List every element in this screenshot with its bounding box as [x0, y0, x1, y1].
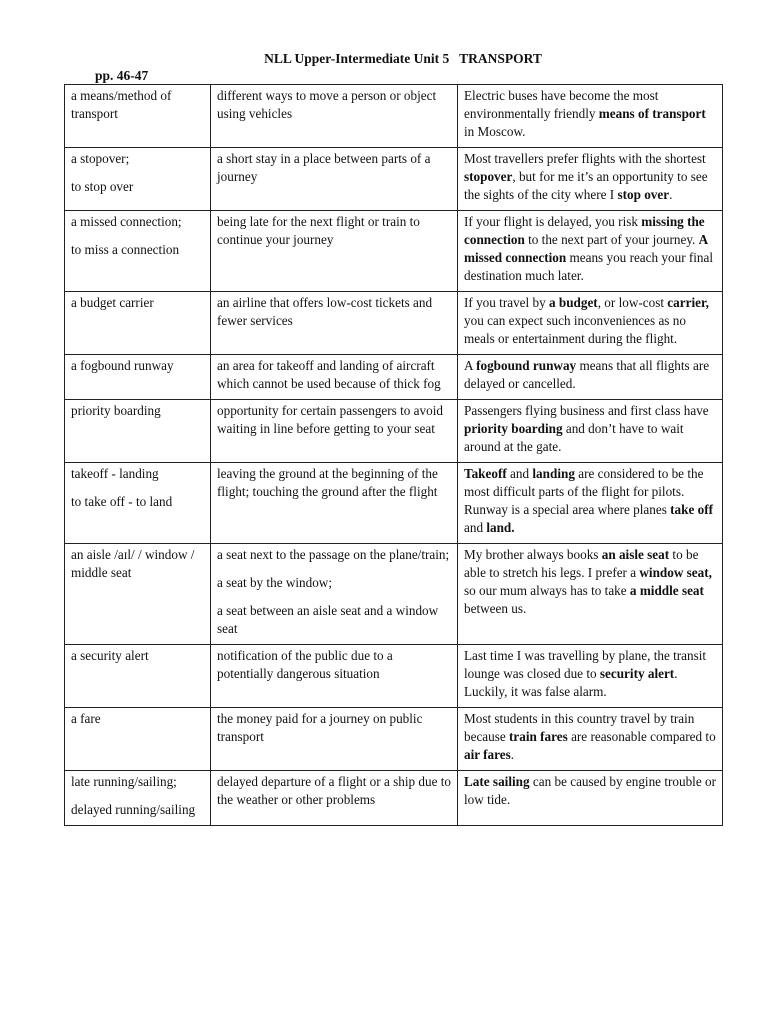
table-row: [65, 463, 723, 544]
definition-text: the money paid for a journey on public transport: [217, 711, 423, 744]
example-text: Most students in this country travel by train because: [464, 711, 695, 744]
key-phrase: train fares: [509, 729, 568, 744]
example-text: A: [464, 358, 477, 373]
table-row: [65, 400, 723, 463]
term-cell: [65, 355, 211, 400]
term-text: priority boarding: [71, 403, 161, 418]
term-cell: [65, 771, 211, 826]
example-text: , but for me it’s an opportunity to see the sights of the city where I: [464, 169, 708, 202]
key-phrase: stop over: [617, 187, 670, 202]
example-cell: [458, 148, 723, 211]
definition-text: a short stay in a place between parts of a journey: [217, 151, 431, 184]
key-phrase: carrier,: [667, 295, 709, 310]
key-phrase: take off: [670, 502, 714, 517]
table-row: [65, 544, 723, 645]
vocabulary-table-body: [65, 85, 723, 826]
term-text: a budget carrier: [71, 295, 154, 310]
example-text: , or low-cost: [597, 295, 668, 310]
term-text: to miss a connection: [71, 242, 180, 257]
key-phrase: a budget: [548, 295, 598, 310]
example-text: If you travel by: [464, 295, 549, 310]
example-text: and don’t have to wait around at the gate.: [464, 421, 684, 454]
term-cell: [65, 292, 211, 355]
term-cell: [65, 211, 211, 292]
example-text: means that all flights are delayed or cancelled.: [464, 358, 710, 391]
term-text: a means/method of transport: [71, 88, 172, 121]
definition-text: a seat by the window;: [217, 575, 332, 590]
key-phrase: window seat,: [639, 565, 712, 580]
table-row: [65, 211, 723, 292]
table-row: [65, 85, 723, 148]
definition-text: notification of the public due to a potentially dangerous situation: [217, 648, 393, 681]
term-text: delayed running/sailing: [71, 802, 196, 817]
key-phrase: priority boarding: [464, 421, 563, 436]
table-row: [65, 708, 723, 771]
term-text: to stop over: [71, 179, 134, 194]
example-text: and: [464, 520, 487, 535]
definition-cell: [211, 85, 458, 148]
example-text: between us.: [464, 601, 527, 616]
term-text: a stopover;: [71, 151, 130, 166]
key-phrase: stopover: [464, 169, 513, 184]
example-text: and: [506, 466, 533, 481]
example-cell: [458, 355, 723, 400]
definition-text: a seat between an aisle seat and a window seat: [217, 603, 439, 636]
example-cell: [458, 708, 723, 771]
example-text: My brother always books: [464, 547, 602, 562]
term-cell: [65, 148, 211, 211]
example-text: to be able to stretch his legs. I prefer a: [464, 547, 699, 580]
key-phrase: land.: [486, 520, 515, 535]
definition-text: delayed departure of a flight or a ship due to the weather or other problems: [217, 774, 451, 807]
example-text: are considered to be the most difficult parts of the flight for pilots. Runway is a special area where planes: [464, 466, 704, 517]
example-text: If your flight is delayed, you risk: [464, 214, 642, 229]
key-phrase: landing: [532, 466, 575, 481]
example-cell: [458, 645, 723, 708]
example-cell: [458, 771, 723, 826]
term-text: an aisle /aɪl/ / window / middle seat: [71, 547, 195, 580]
definition-cell: [211, 211, 458, 292]
example-text: Most travellers prefer flights with the shortest: [464, 151, 706, 166]
term-text: to take off - to land: [71, 494, 173, 509]
table-row: [65, 355, 723, 400]
definition-text: an area for takeoff and landing of aircraft which cannot be used because of thick fog: [217, 358, 441, 391]
definition-text: leaving the ground at the beginning of the flight; touching the ground after the flight: [217, 466, 438, 499]
definition-cell: [211, 292, 458, 355]
definition-cell: [211, 355, 458, 400]
definition-cell: [211, 463, 458, 544]
key-phrase: Takeoff: [464, 466, 507, 481]
term-cell: [65, 85, 211, 148]
example-text: are reasonable compared to: [567, 729, 716, 744]
vocabulary-table: [64, 84, 723, 826]
key-phrase: fogbound runway: [476, 358, 577, 373]
definition-cell: [211, 148, 458, 211]
example-cell: [458, 85, 723, 148]
document-title: NLL Upper-Intermediate Unit 5 TRANSPORT: [264, 51, 542, 66]
example-text: in Moscow.: [464, 124, 526, 139]
example-text: you can expect such inconveniences as no meals or entertainment during the flight.: [464, 313, 686, 346]
example-cell: [458, 400, 723, 463]
example-text: Last time I was travelling by plane, the transit lounge was closed due to: [464, 648, 707, 681]
example-text: can be caused by engine trouble or low tide.: [464, 774, 716, 807]
definition-text: an airline that offers low-cost tickets and fewer services: [217, 295, 433, 328]
table-row: [65, 148, 723, 211]
table-row: [65, 771, 723, 826]
example-text: .: [510, 747, 515, 762]
definition-text: different ways to move a person or object using vehicles: [217, 88, 437, 121]
definition-text: a seat next to the passage on the plane/train;: [217, 547, 450, 562]
definition-cell: [211, 645, 458, 708]
definition-cell: [211, 400, 458, 463]
term-cell: [65, 544, 211, 645]
term-text: a security alert: [71, 648, 149, 663]
key-phrase: security alert: [599, 666, 675, 681]
definition-text: being late for the next flight or train to continue your journey: [217, 214, 420, 247]
key-phrase: A missed connection: [464, 232, 708, 265]
term-text: a fare: [71, 711, 101, 726]
definition-cell: [211, 544, 458, 645]
example-text: . Luckily, it was false alarm.: [464, 666, 678, 699]
example-text: so our mum always has to take: [464, 583, 630, 598]
example-cell: [458, 292, 723, 355]
definition-cell: [211, 708, 458, 771]
table-row: [65, 292, 723, 355]
term-cell: [65, 645, 211, 708]
example-cell: [458, 544, 723, 645]
example-text: to the next part of your journey.: [524, 232, 699, 247]
definition-cell: [211, 771, 458, 826]
key-phrase: a middle seat: [629, 583, 704, 598]
key-phrase: means of transport: [598, 106, 706, 121]
key-phrase: an aisle seat: [601, 547, 670, 562]
term-text: a fogbound runway: [71, 358, 174, 373]
key-phrase: air fares: [464, 747, 511, 762]
term-cell: [65, 463, 211, 544]
term-cell: [65, 400, 211, 463]
key-phrase: missing the connection: [464, 214, 705, 247]
example-text: Electric buses have become the most environmentally friendly: [464, 88, 659, 121]
term-text: late running/sailing;: [71, 774, 177, 789]
example-text: means you reach your final destination much later.: [464, 250, 714, 283]
term-text: a missed connection;: [71, 214, 182, 229]
page-reference: pp. 46-47: [95, 68, 149, 83]
example-cell: [458, 211, 723, 292]
example-cell: [458, 463, 723, 544]
example-text: .: [669, 187, 673, 202]
term-text: takeoff - landing: [71, 466, 159, 481]
key-phrase: Late sailing: [464, 774, 530, 789]
term-cell: [65, 708, 211, 771]
example-text: Passengers flying business and first class have: [464, 403, 709, 418]
definition-text: opportunity for certain passengers to avoid waiting in line before getting to your seat: [217, 403, 443, 436]
table-row: [65, 645, 723, 708]
